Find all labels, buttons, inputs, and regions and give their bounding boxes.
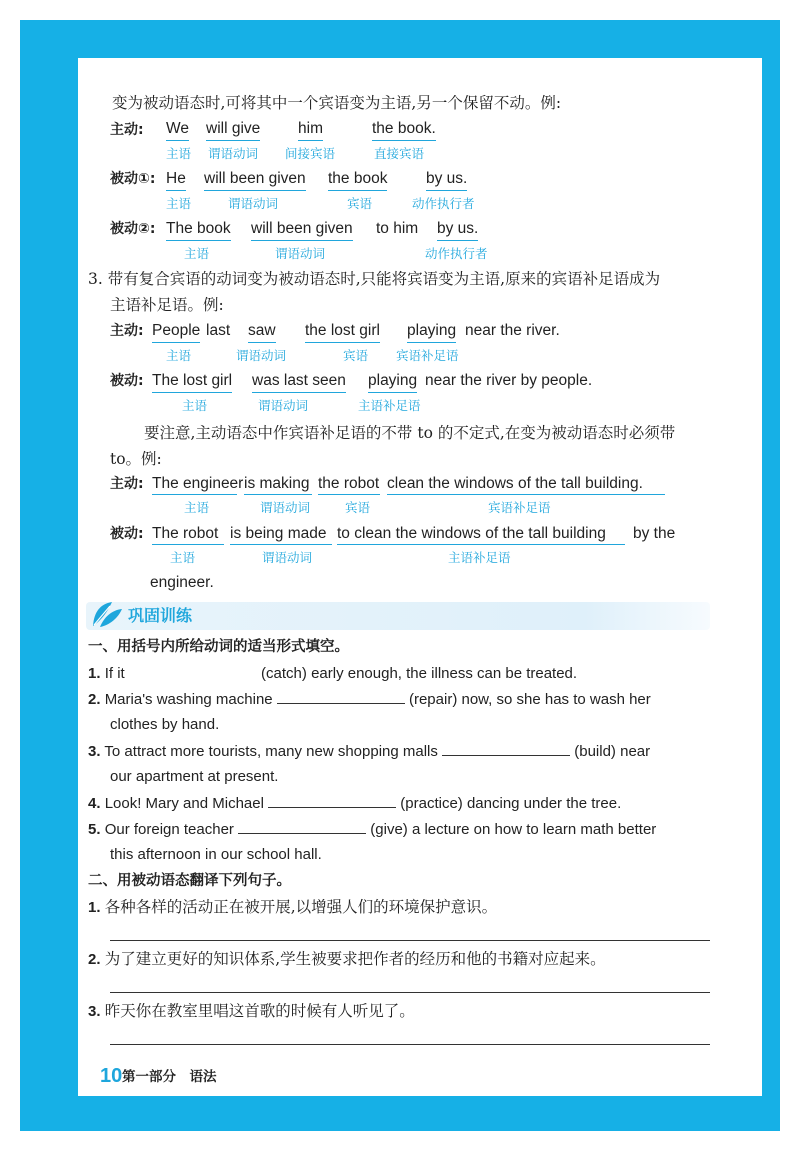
active-label: 主动:	[110, 122, 144, 138]
underline	[230, 544, 332, 545]
verb-hint: (build)	[574, 743, 616, 760]
active-label: 主动:	[110, 323, 144, 339]
verb-hint: (repair)	[408, 691, 458, 708]
question-number: 3.	[88, 1003, 101, 1020]
verb-hint: (catch)	[261, 665, 307, 682]
question-4	[88, 793, 621, 814]
example-rest: near the river.	[465, 322, 560, 339]
role-label: 间接宾语	[285, 146, 336, 161]
question-2-cont: clothes by hand.	[110, 716, 220, 733]
role-label: 谓语动词	[208, 146, 259, 161]
role-label: 直接宾语	[374, 146, 425, 161]
example-verb: saw	[248, 321, 276, 343]
example-subject: He	[166, 169, 186, 191]
passive-label: 被动:	[110, 526, 144, 542]
example-continuation: engineer.	[150, 574, 214, 591]
role-label: 宾语	[347, 196, 373, 211]
answer-blank[interactable]	[268, 793, 396, 808]
role-label: 宾语补足语	[396, 348, 459, 363]
footer-section-title: 第一部分 语法	[122, 1069, 217, 1085]
page-number: 10	[100, 1065, 123, 1087]
example-agent: by us.	[437, 219, 478, 241]
rule-3-text-cont: 主语补足语。例:	[110, 296, 224, 314]
role-label: 主语	[170, 550, 196, 565]
question-text: Look! Mary and Michael	[104, 795, 264, 812]
translation-question-3	[88, 1001, 415, 1022]
answer-blank[interactable]	[442, 741, 570, 756]
example-complement: clean the windows of the tall building.	[387, 475, 643, 492]
active-label: 主动:	[110, 476, 144, 492]
example-verb: is being made	[230, 525, 327, 542]
example-indirect-object: him	[298, 119, 323, 141]
underline	[152, 544, 224, 545]
underline	[337, 544, 625, 545]
passive-label: 被动:	[110, 373, 144, 389]
question-number: 1.	[88, 899, 101, 916]
example-object: the robot	[318, 475, 380, 492]
role-label: 主语	[166, 348, 192, 363]
note-text: 要注意,主动语态中作宾语补足语的不带 to 的不定式,在变为被动语态时必须带	[144, 424, 676, 442]
verb-hint: (give)	[370, 821, 408, 838]
role-label: 宾语	[343, 348, 369, 363]
question-text: 昨天你在教室里唱这首歌的时候有人听见了。	[104, 1002, 415, 1020]
example-to-him: to him	[376, 220, 419, 237]
question-text: a lecture on how to learn math better	[411, 821, 657, 838]
role-label: 动作执行者	[425, 246, 488, 261]
question-text: To attract more tourists, many new shopping malls	[104, 743, 438, 760]
question-text: 各种各样的活动正在被开展,以增强人们的环境保护意识。	[104, 898, 498, 916]
question-3	[88, 741, 650, 762]
question-number: 5.	[88, 821, 101, 838]
question-5	[88, 819, 656, 840]
question-number: 1.	[88, 665, 101, 682]
underline	[387, 494, 665, 495]
translation-question-2	[88, 949, 606, 970]
role-label: 主语	[166, 146, 192, 161]
question-2	[88, 689, 651, 710]
example-subject: The book	[166, 219, 231, 241]
example-verb: will been given	[251, 219, 353, 241]
page-frame-bottom	[20, 1096, 780, 1131]
example-object: the lost girl	[305, 321, 380, 343]
question-number: 4.	[88, 795, 101, 812]
question-text: now, so she has to wash her	[461, 691, 651, 708]
role-label: 主语补足语	[358, 398, 421, 413]
role-label: 谓语动词	[236, 348, 287, 363]
example-rest: near the river by people.	[425, 372, 593, 389]
question-text: If it	[104, 665, 125, 682]
answer-line[interactable]	[110, 1044, 710, 1045]
exercise-1-title: 一、用括号内所给动词的适当形式填空。	[88, 639, 349, 655]
verb-hint: (practice)	[400, 795, 463, 812]
underline	[244, 494, 312, 495]
leaf-icon	[90, 600, 124, 630]
role-label: 谓语动词	[262, 550, 313, 565]
example-complement: playing	[407, 321, 456, 343]
question-text: Our foreign teacher	[104, 821, 234, 838]
example-object: the book	[328, 169, 387, 191]
role-label: 谓语动词	[260, 500, 311, 515]
example-agent: by us.	[426, 169, 467, 191]
example-subject: The lost girl	[152, 371, 232, 393]
role-label: 主语补足语	[448, 550, 511, 565]
page-frame-right	[762, 20, 780, 1131]
answer-blank[interactable]	[277, 689, 405, 704]
underline	[318, 494, 380, 495]
example-direct-object: the book.	[372, 119, 436, 141]
example-subject: People	[152, 321, 200, 343]
passive-label: 被动①:	[110, 171, 156, 187]
note-text-cont: to。例:	[110, 450, 162, 468]
question-number: 2.	[88, 951, 101, 968]
question-text: 为了建立更好的知识体系,学生被要求把作者的经历和他的书籍对应起来。	[104, 950, 606, 968]
example-subject: The robot	[152, 525, 219, 542]
question-number: 3.	[88, 743, 101, 760]
example-complement: to clean the windows of the tall building	[337, 525, 606, 542]
question-text: Maria's washing machine	[104, 691, 273, 708]
example-verb: will give	[206, 119, 260, 141]
question-text: dancing under the tree.	[466, 795, 622, 812]
passive-label: 被动②:	[110, 221, 156, 237]
rule-3-text: 3. 带有复合宾语的动词变为被动语态时,只能将宾语变为主语,原来的宾语补足语成为	[88, 270, 661, 288]
example-verb: is making	[244, 475, 310, 492]
intro-text: 变为被动语态时,可将其中一个宾语变为主语,另一个保留不动。例:	[112, 94, 562, 112]
role-label: 谓语动词	[275, 246, 326, 261]
role-label: 主语	[184, 500, 210, 515]
role-label: 主语	[166, 196, 192, 211]
role-label: 宾语补足语	[488, 500, 551, 515]
question-text: early enough, the illness can be treated.	[311, 665, 578, 682]
underline	[152, 494, 237, 495]
example-complement: playing	[368, 371, 417, 393]
question-number: 2.	[88, 691, 101, 708]
page-frame-left	[20, 20, 78, 1131]
role-label: 动作执行者	[412, 196, 475, 211]
answer-line[interactable]	[110, 992, 710, 993]
role-label: 主语	[184, 246, 210, 261]
role-label: 谓语动词	[228, 196, 279, 211]
question-3-cont: our apartment at present.	[110, 768, 279, 785]
question-text: near	[620, 743, 651, 760]
role-label: 主语	[182, 398, 208, 413]
role-label: 谓语动词	[258, 398, 309, 413]
example-rest: by the	[633, 525, 676, 542]
answer-blank[interactable]	[129, 663, 257, 678]
example-subject: The engineer	[152, 475, 244, 492]
question-5-cont: this afternoon in our school hall.	[110, 846, 322, 863]
exercise-2-title: 二、用被动语态翻译下列句子。	[88, 873, 291, 889]
example-verb: will been given	[204, 169, 306, 191]
example-adverb: last	[206, 322, 231, 339]
example-verb: was last seen	[252, 371, 346, 393]
question-1	[88, 663, 577, 684]
page-frame-top	[20, 20, 780, 58]
answer-blank[interactable]	[238, 819, 366, 834]
answer-line[interactable]	[110, 940, 710, 941]
example-subject: We	[166, 119, 189, 141]
section-banner-title: 巩固训练	[128, 606, 193, 625]
translation-question-1	[88, 897, 497, 918]
role-label: 宾语	[345, 500, 371, 515]
